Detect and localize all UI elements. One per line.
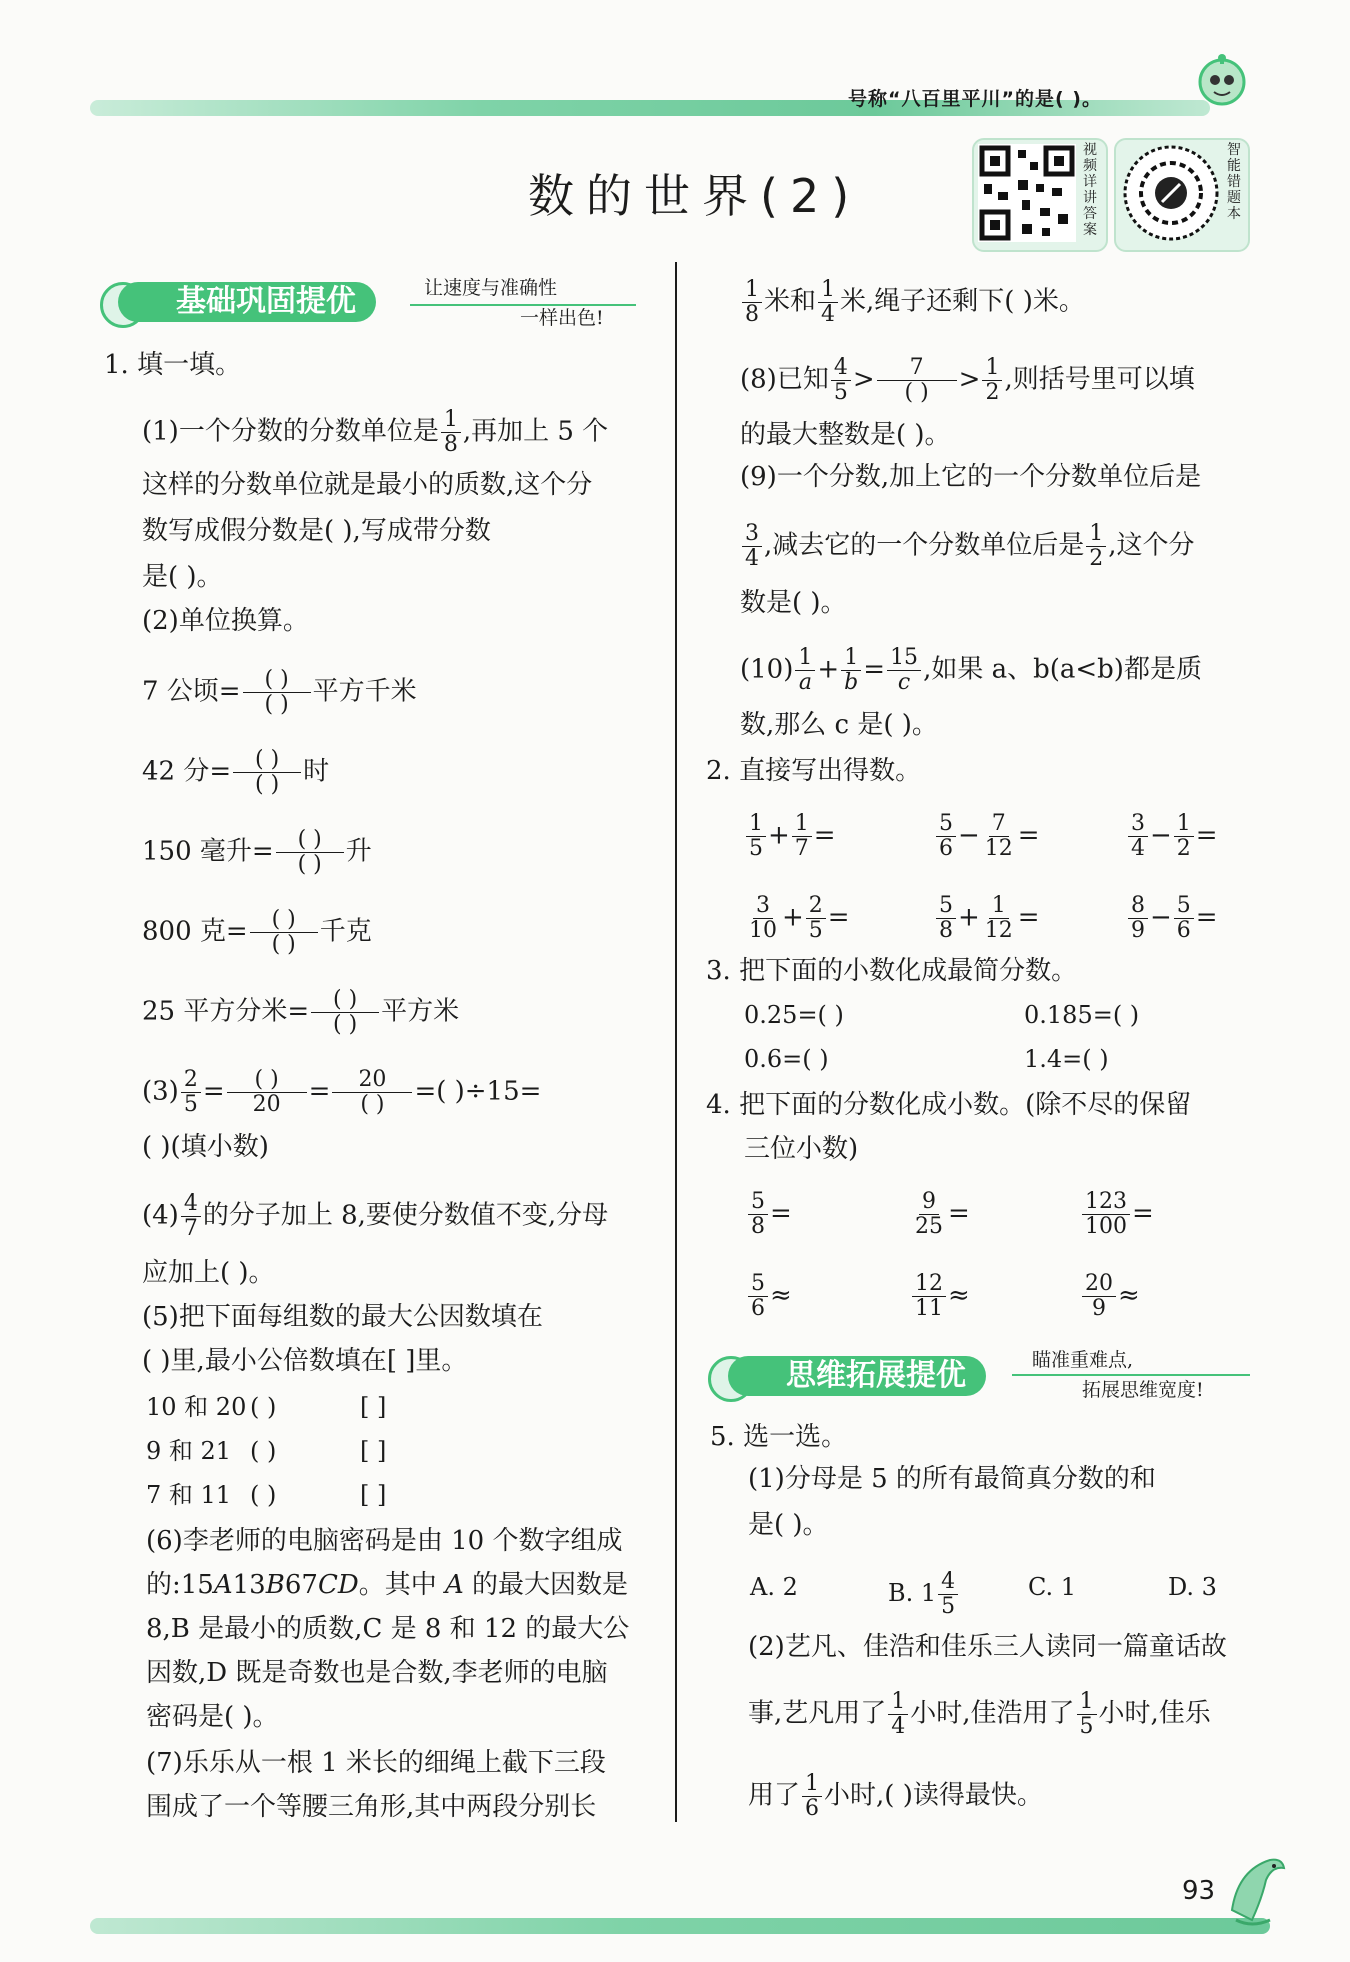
q2-item: $\frac{8}{9}$ − $\frac{5}{6}$ =	[1126, 894, 1218, 943]
q3-item: 0.6=( )	[744, 1045, 829, 1073]
q1-p4-line1: (4) $\frac{4}{7}$ 的分子加上 8,要使分数值不变,分母	[142, 1191, 609, 1241]
q3-item: 0.25=( )	[744, 1001, 844, 1029]
conversion-row: 150 毫升= $\frac{( )}{( )}$ 升	[142, 827, 372, 877]
footer-band	[90, 1918, 1270, 1934]
q4-item: $\frac{9}{25}$ =	[915, 1189, 970, 1239]
q1-p8-line1: (8)已知 $\frac{4}{5}$ > $\frac{7}{( )}$ > $\frac{1}{2}$ ,则括号里可以填	[740, 355, 1195, 405]
robot-mascot-icon	[1188, 52, 1258, 116]
q1-p8-line2: 的最大整数是( )。	[740, 420, 951, 450]
q1-p1-line4: 是( )。	[142, 562, 223, 592]
q3-title: 3. 把下面的小数化成最简分数。	[706, 956, 1078, 986]
q1-p6-line1: (6)李老师的电脑密码是由 10 个数字组成	[146, 1526, 623, 1556]
q5-option-b[interactable]: B. 1 $\frac{4}{5}$	[888, 1570, 960, 1619]
dolphin-mascot-icon	[1222, 1850, 1290, 1930]
section1-title: 基础巩固提优	[118, 282, 376, 322]
q1-p6-line3: 8,B 是最小的质数,C 是 8 和 12 的最大公	[146, 1614, 630, 1644]
q2-item: $\frac{3}{10}$ + $\frac{2}{5}$ =	[749, 893, 850, 943]
q4-item: $\frac{123}{100}$ =	[1080, 1190, 1154, 1239]
q4-item: $\frac{20}{9}$ ≈	[1080, 1272, 1140, 1321]
qr-right-caption: 智能错题本	[1227, 142, 1241, 222]
q1-p5-line1: (5)把下面每组数的最大公因数填在	[142, 1302, 543, 1332]
qr-left-caption: 视频详讲答案	[1083, 142, 1097, 238]
q1-title: 1. 填一填。	[104, 350, 242, 380]
q5-p2-line1: (2)艺凡、佳浩和佳乐三人读同一篇童话故	[748, 1632, 1227, 1662]
q2-item: $\frac{3}{4}$ − $\frac{1}{2}$ =	[1126, 812, 1218, 861]
q1-p3-line1: (3) $\frac{2}{5}$ = $\frac{( )}{20}$ = $\frac{20}{( )}$ =( )÷15=	[142, 1067, 542, 1117]
q5-p1-line1: (1)分母是 5 的所有最简真分数的和	[748, 1464, 1156, 1494]
q1-p2-title: (2)单位换算。	[142, 606, 309, 636]
q1-p10-line1: (10) $\frac{1}{a}$ + $\frac{1}{b}$ = $\frac{15}{c}$ ,如果 a、b(a<b)都是质	[740, 645, 1202, 695]
q4-item: $\frac{5}{6}$ ≈	[746, 1272, 792, 1321]
page-title: 数的世界(2)	[528, 169, 862, 223]
q1-p6-line4: 因数,D 既是奇数也是合数,李老师的电脑	[146, 1658, 608, 1688]
q5-p1-line2: 是( )。	[748, 1510, 829, 1540]
q5-option-c[interactable]: C. 1	[1028, 1573, 1077, 1601]
q4-title-line2: 三位小数)	[744, 1134, 859, 1164]
q3-item: 0.185=( )	[1024, 1001, 1140, 1029]
q2-item: $\frac{5}{6}$ − $\frac{7}{12}$ =	[934, 812, 1040, 861]
q2-title: 2. 直接写出得数。	[706, 756, 922, 786]
conversion-row: 800 克= $\frac{( )}{( )}$ 千克	[142, 907, 372, 957]
conversion-row: 7 公顷= $\frac{( )}{( )}$ 平方千米	[142, 667, 417, 717]
q4-title: 4. 把下面的分数化成小数。(除不尽的保留	[706, 1090, 1192, 1120]
qr-errorbook-icon[interactable]	[1122, 144, 1220, 242]
gcd-lcm-row: 9 和 21 ( ) [ ]	[146, 1437, 387, 1465]
q1-p6-line2: 的:15A13B67CD。其中 A 的最大因数是	[146, 1570, 628, 1600]
section1-slogan-1: 让速度与准确性	[424, 277, 558, 299]
q5-option-a[interactable]: A. 2	[750, 1573, 798, 1601]
q2-item: $\frac{5}{8}$ + $\frac{1}{12}$ =	[934, 894, 1040, 943]
conversion-row: 42 分= $\frac{( )}{( )}$ 时	[142, 747, 330, 797]
header-quiz: 号称“八百里平川”的是( )。	[848, 88, 1102, 110]
q1-p9-line3: 数是( )。	[740, 588, 847, 618]
q1-p5-line2: ( )里,最小公倍数填在[ ]里。	[142, 1346, 468, 1376]
section2-slogan-1: 瞄准重难点,	[1032, 1349, 1134, 1371]
q1-p1-line3: 数写成假分数是( ),写成带分数	[142, 516, 491, 546]
q4-item: $\frac{12}{11}$ ≈	[910, 1272, 970, 1321]
q4-item: $\frac{5}{8}$ =	[746, 1190, 792, 1239]
q1-p9-line1: (9)一个分数,加上它的一个分数单位后是	[740, 462, 1202, 492]
q1-p9-line2: $\frac{3}{4}$ ,减去它的一个分数单位后是 $\frac{1}{2}$ ,这个分	[740, 522, 1195, 571]
q5-option-d[interactable]: D. 3	[1168, 1573, 1217, 1601]
qr-code-icon[interactable]	[978, 144, 1076, 242]
q1-p6-line5: 密码是( )。	[146, 1702, 279, 1732]
q1-p7-line2: 围成了一个等腰三角形,其中两段分别长	[146, 1792, 597, 1822]
gcd-lcm-row: 7 和 11 ( ) [ ]	[146, 1481, 387, 1509]
q1-p7-line3: $\frac{1}{8}$ 米和 $\frac{1}{4}$ 米,绳子还剩下( )米。	[740, 278, 1085, 327]
q5-title: 5. 选一选。	[710, 1422, 848, 1452]
q5-p2-line2: 事,艺凡用了 $\frac{1}{4}$ 小时,佳浩用了 $\frac{1}{5}$ 小时,佳乐	[748, 1689, 1211, 1739]
page-number: 93	[1182, 1876, 1216, 1906]
q1-p4-line2: 应加上( )。	[142, 1258, 275, 1288]
q1-p3-line2: ( )(填小数)	[142, 1132, 269, 1162]
q1-p1-line1: (1)一个分数的分数单位是 $\frac{1}{8}$ ,再加上 5 个	[142, 407, 609, 457]
q1-p10-line2: 数,那么 c 是( )。	[740, 710, 938, 740]
section2-slogan-2: 拓展思维宽度!	[1082, 1379, 1204, 1401]
section2-title: 思维拓展提优	[728, 1356, 986, 1396]
q1-p1-line2: 这样的分数单位就是最小的质数,这个分	[142, 470, 593, 500]
q3-item: 1.4=( )	[1024, 1045, 1109, 1073]
q2-item: $\frac{1}{5}$ + $\frac{1}{7}$ =	[744, 812, 836, 861]
conversion-row: 25 平方分米= $\frac{( )}{( )}$ 平方米	[142, 987, 460, 1037]
q5-p2-line3: 用了 $\frac{1}{6}$ 小时,( )读得最快。	[748, 1771, 1043, 1821]
section1-slogan-2: 一样出色!	[520, 307, 604, 329]
gcd-lcm-row: 10 和 20 ( ) [ ]	[146, 1393, 387, 1421]
q1-p7-line1: (7)乐乐从一根 1 米长的细绳上截下三段	[146, 1748, 606, 1778]
column-divider	[675, 262, 677, 1822]
fraction: $\frac{1}{8}$	[441, 408, 461, 457]
